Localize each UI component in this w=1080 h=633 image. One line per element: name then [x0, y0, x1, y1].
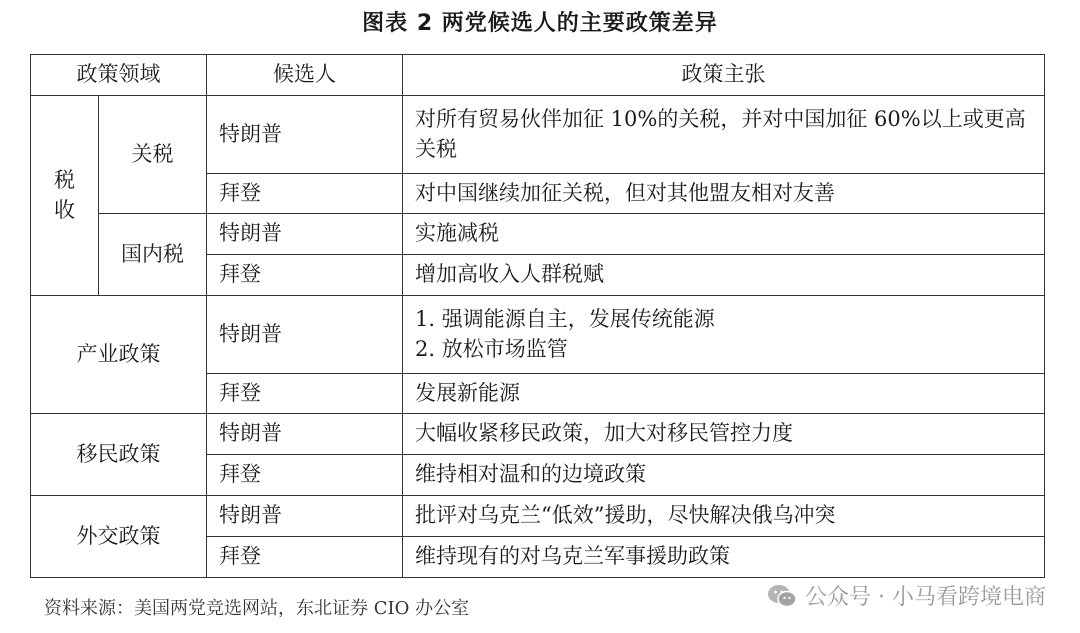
domain-diplomacy: 外交政策	[31, 496, 207, 578]
wechat-icon	[767, 583, 797, 609]
stance-text: 增加高收入人群税赋	[415, 262, 604, 287]
stance-text: 维持现有的对乌克兰军事援助政策	[415, 544, 730, 569]
header-stance: 政策主张	[403, 55, 1045, 96]
candidate-cell: 拜登	[207, 174, 403, 214]
table-title: 图表 2 两党候选人的主要政策差异	[362, 11, 718, 36]
stance-cell	[403, 537, 1045, 578]
domain-industry: 产业政策	[31, 296, 207, 414]
stance-cell	[403, 174, 1045, 214]
candidate-cell: 特朗普	[207, 414, 403, 455]
domain-tax-char: 税	[54, 168, 75, 193]
policy-table	[30, 54, 1045, 578]
header-domain: 政策领域	[31, 55, 207, 96]
header-candidate: 候选人	[207, 55, 403, 96]
candidate-cell: 拜登	[207, 537, 403, 578]
candidate-cell: 拜登	[207, 374, 403, 414]
stance-cell	[403, 255, 1045, 296]
table-row	[31, 496, 1045, 537]
stance-cell	[403, 414, 1045, 455]
table-row	[31, 296, 1045, 374]
table-row	[31, 414, 1045, 455]
header-row	[31, 55, 1045, 96]
stance-cell	[403, 374, 1045, 414]
candidate-cell: 拜登	[207, 455, 403, 496]
domain-tax	[31, 96, 99, 296]
table-row	[31, 214, 1045, 255]
subdomain-tariff: 关税	[99, 96, 207, 214]
domain-immigration: 移民政策	[31, 414, 207, 496]
stance-cell	[403, 496, 1045, 537]
candidate-cell: 特朗普	[207, 296, 403, 374]
stance-text: 1. 强调能源自主，发展传统能源	[415, 307, 715, 332]
watermark	[767, 580, 1046, 611]
stance-cell	[403, 455, 1045, 496]
source-note: 资料来源：美国两党竞选网站，东北证券 CIO 办公室	[44, 598, 470, 619]
stance-text: 对中国继续加征关税，但对其他盟友相对友善	[415, 180, 835, 205]
candidate-cell: 特朗普	[207, 496, 403, 537]
subdomain-domestic-tax: 国内税	[99, 214, 207, 296]
table-row	[31, 96, 1045, 174]
stance-text: 维持相对温和的边境政策	[415, 462, 646, 487]
domain-tax-char: 收	[54, 197, 75, 222]
candidate-cell: 特朗普	[207, 214, 403, 255]
watermark-text: 公众号 · 小马看跨境电商	[805, 585, 1046, 610]
stance-text: 对所有贸易伙伴加征 10%的关税，并对中国加征 60%以上或更高关税	[415, 107, 1026, 161]
stance-text: 大幅收紧移民政策，加大对移民管控力度	[415, 421, 793, 446]
stance-text: 2. 放松市场监管	[415, 336, 568, 361]
stance-cell	[403, 296, 1045, 374]
stance-text: 实施减税	[415, 221, 499, 246]
stance-cell	[403, 214, 1045, 255]
stance-text: 发展新能源	[415, 380, 520, 405]
candidate-cell: 拜登	[207, 255, 403, 296]
stance-cell	[403, 96, 1045, 174]
stance-text: 批评对乌克兰“低效”援助，尽快解决俄乌冲突	[415, 503, 836, 528]
candidate-cell: 特朗普	[207, 96, 403, 174]
